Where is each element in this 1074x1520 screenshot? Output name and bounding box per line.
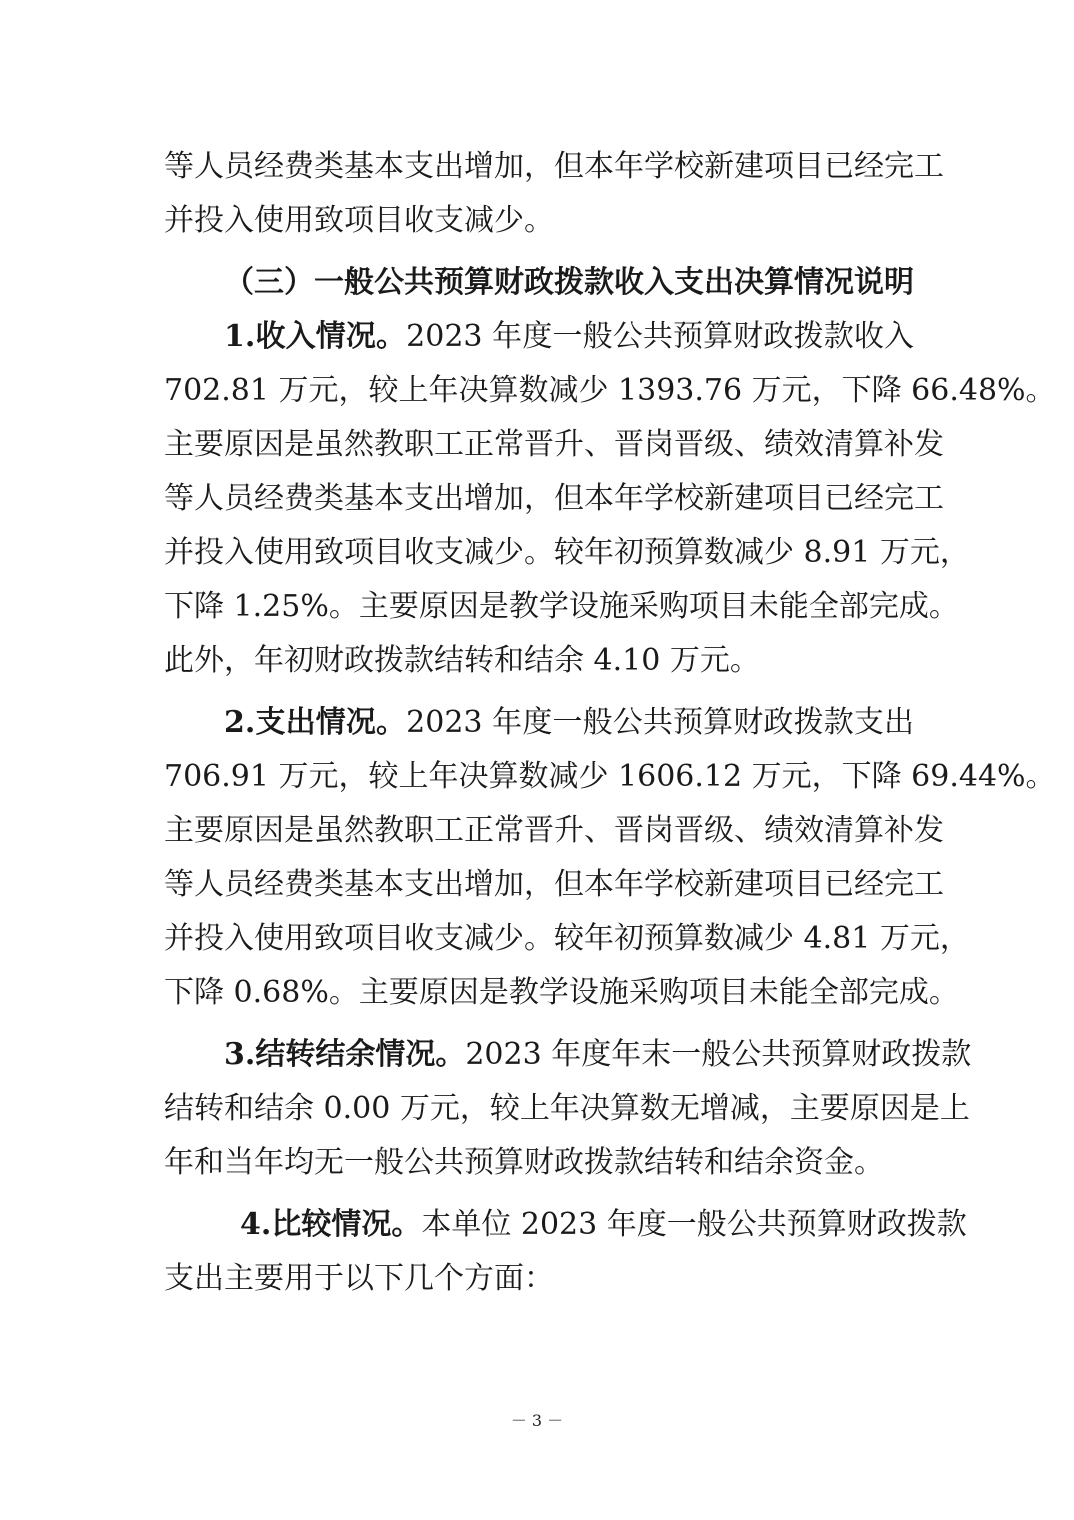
text-line: 支出主要用于以下几个方面：: [164, 1261, 554, 1296]
text-line: 等人员经费类基本支出增加，但本年学校新建项目已经完工: [164, 867, 944, 902]
text-line: [164, 310, 914, 364]
text-line: 主要原因是虽然教职工正常晋升、晋岗晋级、绩效清算补发: [164, 427, 944, 462]
text-line: [164, 696, 914, 750]
text-line: 下降 0.68%。主要原因是教学设施采购项目未能全部完成。: [164, 975, 959, 1010]
paragraph-lead: 3.结转结余情况。: [224, 1037, 466, 1072]
text-run: 本单位 2023 年度一般公共预算财政拨款: [421, 1207, 967, 1242]
text-line: 下降 1.25%。主要原因是教学设施采购项目未能全部完成。: [164, 589, 959, 624]
paragraph-income: [164, 310, 1056, 688]
paragraph-comparison: [164, 1198, 967, 1306]
paragraph-lead: 2.支出情况。: [224, 705, 407, 740]
text-line: 主要原因是虽然教职工正常晋升、晋岗晋级、绩效清算补发: [164, 813, 944, 848]
text-run: 2023 年度一般公共预算财政拨款收入: [406, 319, 914, 354]
text-line: 并投入使用致项目收支减少。较年初预算数减少 8.91 万元，: [164, 535, 970, 570]
paragraph-continuation: [164, 140, 944, 248]
text-line: 706.91 万元，较上年决算数减少 1606.12 万元，下降 69.44%。: [164, 759, 1056, 794]
section-heading: （三）一般公共预算财政拨款收入支出决算情况说明: [224, 265, 914, 300]
text-line: 此外，年初财政拨款结转和结余 4.10 万元。: [164, 643, 760, 678]
text-line: 并投入使用致项目收支减少。较年初预算数减少 4.81 万元，: [164, 921, 970, 956]
text-line: [164, 1198, 967, 1252]
document-body: [164, 140, 1056, 1306]
text-line: 年和当年均无一般公共预算财政拨款结转和结余资金。: [164, 1145, 884, 1180]
text-line: 702.81 万元，较上年决算数减少 1393.76 万元，下降 66.48%。: [164, 373, 1056, 408]
paragraph-expense: [164, 696, 1056, 1020]
paragraph-carryover: [164, 1028, 972, 1190]
text-line: [164, 1028, 972, 1082]
paragraph-lead: 1.收入情况。: [224, 319, 407, 354]
text-line: 等人员经费类基本支出增加，但本年学校新建项目已经完工: [164, 481, 944, 516]
text-run: 2023 年度一般公共预算财政拨款支出: [406, 705, 914, 740]
page-number: － 3 －: [510, 1411, 564, 1430]
text-line: 并投入使用致项目收支减少。: [164, 203, 554, 238]
paragraph-lead: 4.比较情况。: [240, 1207, 422, 1242]
text-line: 等人员经费类基本支出增加，但本年学校新建项目已经完工: [164, 149, 944, 184]
text-line: 结转和结余 0.00 万元，较上年决算数无增减，主要原因是上: [164, 1091, 970, 1126]
text-run: 2023 年度年末一般公共预算财政拨款: [465, 1037, 972, 1072]
